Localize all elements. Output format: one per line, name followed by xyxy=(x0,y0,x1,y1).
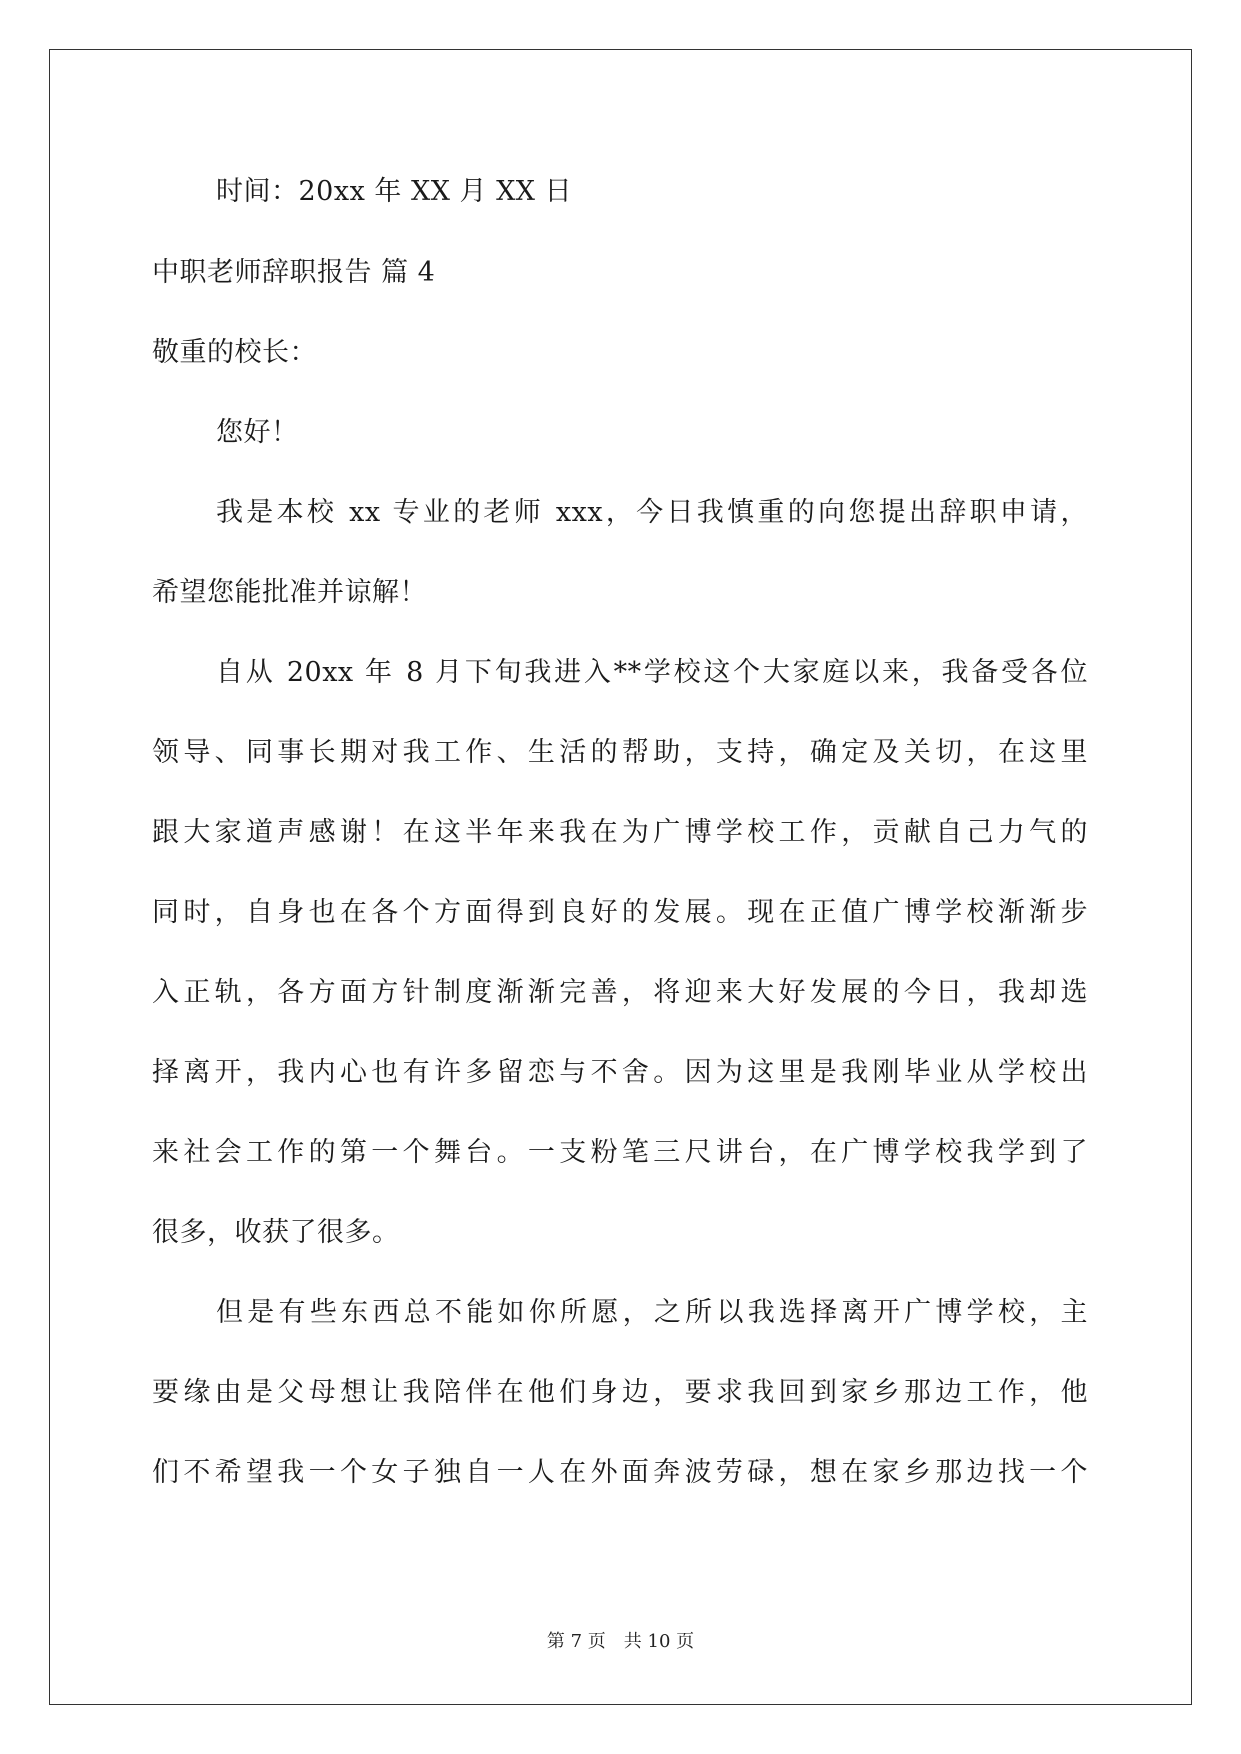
greeting: 您好！ xyxy=(216,417,299,448)
paragraph-2-line-7: 来社会工作的第一个舞台。一支粉笔三尺讲台，在广博学校我学到了 xyxy=(152,1137,1088,1168)
salutation: 敬重的校长： xyxy=(152,337,317,368)
paragraph-2-line-3: 跟大家道声感谢！在这半年来我在为广博学校工作，贡献自己力气的 xyxy=(152,817,1088,848)
section-title: 中职老师辞职报告 篇 4 xyxy=(152,257,436,288)
paragraph-3-line-2: 要缘由是父母想让我陪伴在他们身边，要求我回到家乡那边工作，他 xyxy=(152,1377,1088,1408)
page-footer xyxy=(0,1630,1241,1654)
paragraph-3-line-1: 但是有些东西总不能如你所愿，之所以我选择离开广博学校，主 xyxy=(216,1297,1088,1328)
paragraph-2-line-5: 入正轨，各方面方针制度渐渐完善，将迎来大好发展的今日，我却选 xyxy=(152,977,1088,1008)
page-total: 共 10 页 xyxy=(623,1631,695,1652)
date-line: 时间：20xx 年 XX 月 XX 日 xyxy=(216,176,573,207)
paragraph-2-line-6: 择离开，我内心也有许多留恋与不舍。因为这里是我刚毕业从学校出 xyxy=(152,1057,1088,1088)
paragraph-2-line-2: 领导、同事长期对我工作、生活的帮助，支持，确定及关切，在这里 xyxy=(152,737,1088,768)
paragraph-3-line-3: 们不希望我一个女子独自一人在外面奔波劳碌，想在家乡那边找一个 xyxy=(152,1457,1088,1488)
paragraph-1-line-2: 希望您能批准并谅解！ xyxy=(152,577,427,608)
paragraph-1-line-1: 我是本校 xx 专业的老师 xxx，今日我慎重的向您提出辞职申请， xyxy=(216,497,1088,528)
paragraph-2-line-1: 自从 20xx 年 8 月下旬我进入**学校这个大家庭以来，我备受各位 xyxy=(216,657,1088,688)
paragraph-2-line-4: 同时，自身也在各个方面得到良好的发展。现在正值广博学校渐渐步 xyxy=(152,897,1088,928)
paragraph-2-line-8: 很多，收获了很多。 xyxy=(152,1217,400,1248)
page-number: 第 7 页 xyxy=(546,1631,606,1652)
